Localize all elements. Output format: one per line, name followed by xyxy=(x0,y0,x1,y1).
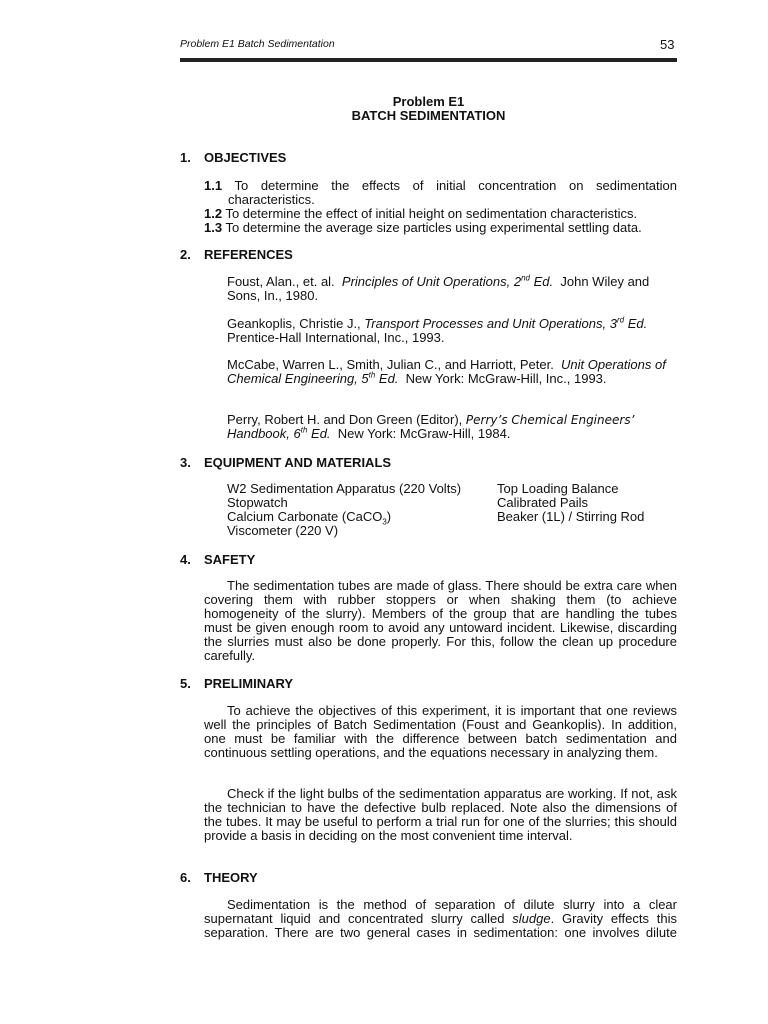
equipment-list-right xyxy=(497,482,644,524)
section-heading-theory: 6. THEORY xyxy=(180,870,258,885)
section-heading-preliminary: 5. PRELIMINARY xyxy=(180,676,294,691)
header-rule xyxy=(180,58,677,62)
preliminary-paragraph-1: To achieve the objectives of this experiment, it is important that one reviews well the principles of Batch Sedimentation (Foust and Geankoplis). In addition, one must be familiar with the difference between batch sedimentation and continuous settling operations, and the equations necessary in analyzing them. xyxy=(204,703,677,760)
reference-item: Geankoplis, Christie J., Transport Processes and Unit Operations, 3rd Ed. Prentice-Hall International, Inc., 1993. xyxy=(227,315,648,345)
problem-label: Problem E1 xyxy=(392,94,465,109)
list-item: W2 Sedimentation Apparatus (220 Volts) xyxy=(227,481,462,496)
page-number: 53 xyxy=(660,37,675,52)
reference-item: McCabe, Warren L., Smith, Julian C., and Harriott, Peter. Unit Operations of Chemical Engineering, 5th Ed. New York: McGraw-Hill, Inc., 1993. xyxy=(227,357,666,386)
theory-paragraph: Sedimentation is the method of separation of dilute slurry into a clear supernatant liquid and concentrated slurry called sludge. Gravity effects this separation. There are two general cases in sedimentation: one involves dilute xyxy=(204,897,677,940)
document-title: BATCH SEDIMENTATION xyxy=(351,108,506,123)
list-item: Stopwatch xyxy=(227,495,288,510)
list-item: Calibrated Pails xyxy=(497,495,589,510)
preliminary-paragraph-2: Check if the light bulbs of the sedimentation apparatus are working. If not, ask the technician to have the defective bulb replaced. Note also the dimensions of the tubes. It may be useful to perform a trial run for one of the slurries; this should provide a basis in deciding on the most convenient time interval. xyxy=(204,786,677,843)
running-header-title: Problem E1 Batch Sedimentation xyxy=(180,38,335,50)
section-heading-equipment: 3. EQUIPMENT AND MATERIALS xyxy=(180,455,392,470)
section-heading-objectives: 1. OBJECTIVES xyxy=(180,150,287,165)
list-item: Viscometer (220 V) xyxy=(227,523,339,538)
section-heading-references: 2. REFERENCES xyxy=(180,247,293,262)
equipment-list-left xyxy=(227,482,461,538)
section-heading-safety: 4. SAFETY xyxy=(180,552,256,567)
list-item: Calcium Carbonate (CaCO$_3$) xyxy=(227,509,392,527)
list-item: Top Loading Balance xyxy=(497,481,619,496)
safety-paragraph: The sedimentation tubes are made of glass. There should be extra care when covering them with rubber stoppers or when shaking them (to achieve homogeneity of the slurry). Members of the group that are handling the tubes must be given enough room to avoid any untoward incident. Likewise, discarding the slurries must also be done properly. For this, follow the clean up procedure carefully. xyxy=(204,578,677,663)
reference-item: Foust, Alan., et. al. Principles of Unit Operations, 2nd Ed. John Wiley and Sons, In., 1980. xyxy=(227,273,650,303)
reference-item: Perry, Robert H. and Don Green (Editor), Perry’s Chemical Engineers’ Handbook, 6th Ed. New York: McGraw-Hill, 1984. xyxy=(227,412,635,441)
list-item: Beaker (1L) / Stirring Rod xyxy=(497,509,645,524)
objective-item: 1.1 To determine the effects of initial concentration on sedimentation characteristics. 1.2 To determine the effect of initial height on sedimentation characteristics. 1.3 To determine the average size particles using experimental settling data. xyxy=(204,178,677,235)
